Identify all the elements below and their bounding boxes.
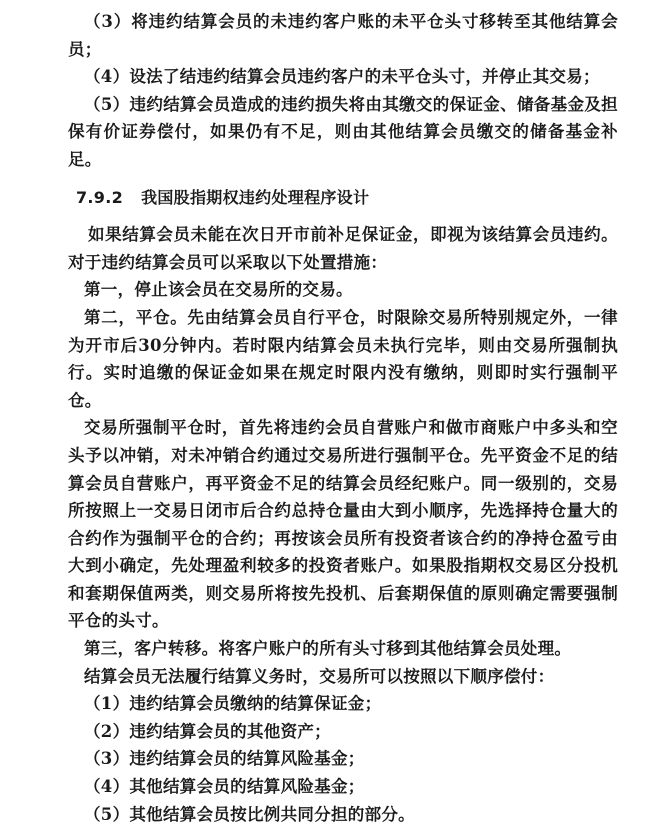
paragraph-intro: 如果结算会员未能在次日开市前补足保证金，即视为该结算会员违约。对于违约结算会员可以采取以下处置措施： xyxy=(68,225,618,272)
list-item: （2）违约结算会员的其他资产； xyxy=(84,721,331,741)
list-item: （1）违约结算会员缴纳的结算保证金； xyxy=(84,694,382,714)
paragraph-second-measure: 第二，平仓。先由结算会员自行平仓，时限除交易所特别规定外，一律为开市后30分钟内。若时限内结算会员未执行完毕，则由交易所强制执行。实时追缴的保证金如果在规定时限内没有缴纳，则即时实行强制平仓。 xyxy=(68,307,618,410)
paragraph-item-3: （3）将违约结算会员的未违约客户账的未平仓头寸移转至其他结算会员； xyxy=(68,12,618,59)
section-title: 我国股指期权违约处理程序设计 xyxy=(141,187,370,207)
list-item: （3）违约结算会员的结算风险基金； xyxy=(84,749,365,769)
section-number: 7.9.2 xyxy=(76,187,124,207)
paragraph-first-measure: 第一，停止该会员在交易所的交易。 xyxy=(84,280,353,300)
paragraph-item-4: （4）设法了结违约结算会员违约客户的未平仓头寸，并停止其交易； xyxy=(84,67,600,87)
paragraph-forced-liquidation: 交易所强制平仓时，首先将违约会员自营账户和做市商账户中多头和空头予以冲销，对未冲销合约通过交易所进行强制平仓。先平资金不足的结算会员自营账户，再平资金不足的结算会员经纪账户。同一级别的，交易所按照上一交易日闭市后合约总持仓量由大到小顺序，先选择持仓量大的合约作为强制平仓的合约；再按该会员所有投资者该合约的净持仓盈亏由大到小确定，先处理盈利较多的投资者账户。如果股指期权交易区分投机和套期保值两类，则交易所将按先投机、后套期保值的原则确定需要强制平仓的头寸。 xyxy=(68,418,618,631)
paragraph-third-measure: 第三，客户转移。将客户账户的所有头寸移到其他结算会员处理。 xyxy=(84,639,572,659)
list-item: （4）其他结算会员的结算风险基金； xyxy=(84,777,365,797)
section-heading xyxy=(76,184,618,212)
paragraph-item-5: （5）违约结算会员造成的违约损失将由其缴交的保证金、储备基金及担保有价证券偿付，如果仍有不足，则由其他结算会员缴交的储备基金补足。 xyxy=(68,94,618,169)
list-item: （5）其他结算会员按比例共同分担的部分。 xyxy=(84,804,415,824)
paragraph-payment-order: 结算会员无法履行结算义务时，交易所可以按照以下顺序偿付： xyxy=(84,666,555,686)
